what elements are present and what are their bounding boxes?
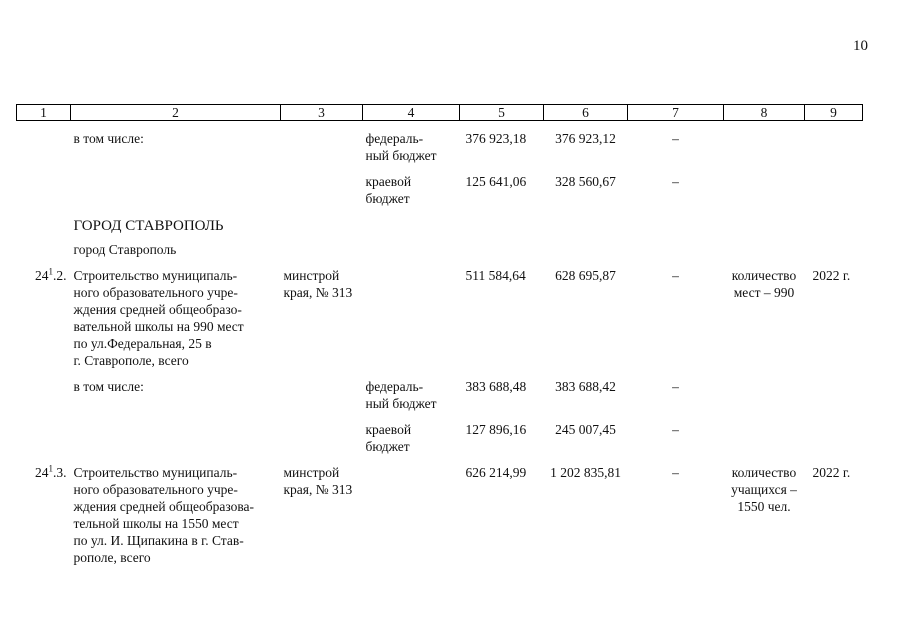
object-name <box>71 412 281 455</box>
value-col7: – <box>672 131 679 146</box>
value-col7: – <box>672 268 679 283</box>
object-name <box>71 164 281 207</box>
amount-col6: 376 923,12 <box>555 131 616 146</box>
amount-col6: 383 688,42 <box>555 379 616 394</box>
section-heading: ГОРОД СТАВРОПОЛЬ <box>73 218 224 234</box>
row-number-superscript: 1 <box>48 266 53 277</box>
capacity-indicator: количество мест – 990 <box>731 268 797 300</box>
capacity-indicator <box>724 369 805 412</box>
section-heading-row <box>17 207 863 235</box>
empty-cell <box>17 207 71 235</box>
col-header-4: 4 <box>363 105 460 121</box>
amount-col5: 125 641,06 <box>465 174 527 189</box>
col-header-8: 8 <box>724 105 805 121</box>
capacity-indicator: количество учащихся – 1550 чел. <box>731 465 797 514</box>
row-number <box>17 455 71 566</box>
amount-col5: 626 214,99 <box>465 465 527 480</box>
amount-col5: 376 923,18 <box>465 131 527 146</box>
funding-source <box>363 258 460 369</box>
completion-year: 2022 г. <box>812 268 851 283</box>
amount-col6: 245 007,45 <box>555 422 616 437</box>
value-col7: – <box>672 174 679 189</box>
completion-year <box>805 412 863 455</box>
amount-col6: 628 695,87 <box>555 268 616 283</box>
row-number-suffix: .2. <box>53 268 67 283</box>
row-number-main: 24 <box>35 268 49 283</box>
amount-col6: 328 560,67 <box>555 174 616 189</box>
col-header-9: 9 <box>805 105 863 121</box>
table-row <box>17 455 863 566</box>
table-body <box>17 121 863 567</box>
table-row <box>17 258 863 369</box>
row-number <box>17 121 71 165</box>
capacity-indicator <box>724 412 805 455</box>
funding-source: краевой бюджет <box>365 174 412 206</box>
responsible-executor <box>281 121 363 165</box>
funding-source: федераль- ный бюджет <box>365 379 437 411</box>
value-col7: – <box>672 422 679 437</box>
amount-col5: 511 584,64 <box>465 268 526 283</box>
col-header-1: 1 <box>17 105 71 121</box>
responsible-executor: минстрой края, № 313 <box>283 268 353 300</box>
funding-source <box>363 455 460 566</box>
capacity-indicator <box>724 164 805 207</box>
program-table <box>16 104 863 566</box>
table-row <box>17 369 863 412</box>
responsible-executor <box>281 369 363 412</box>
amount-col5: 383 688,48 <box>465 379 527 394</box>
row-number-suffix: .3. <box>53 465 67 480</box>
completion-year: 2022 г. <box>812 465 851 480</box>
col-header-5: 5 <box>460 105 544 121</box>
page-number: 10 <box>853 38 868 54</box>
object-name: Строительство муниципаль- ного образовательного учре- ждения средней общеобразова- тельной школы на 1550 мест по ул. И. Щипакина в г. Став- рополе, всего <box>73 465 255 565</box>
funding-source: федераль- ный бюджет <box>365 131 437 163</box>
value-col7: – <box>672 465 679 480</box>
section-subheading-row <box>17 235 863 258</box>
responsible-executor <box>281 164 363 207</box>
table-row <box>17 121 863 165</box>
table-row <box>17 164 863 207</box>
col-header-7: 7 <box>628 105 724 121</box>
row-number-superscript: 1 <box>48 463 53 474</box>
value-col7: – <box>672 379 679 394</box>
column-number-header <box>17 105 863 121</box>
responsible-executor: минстрой края, № 313 <box>283 465 353 497</box>
section-subheading: город Ставрополь <box>73 242 177 257</box>
amount-col6: 1 202 835,81 <box>550 465 621 480</box>
completion-year <box>805 121 863 165</box>
object-name: Строительство муниципаль- ного образовательного учре- ждения средней общеобразо- вательной школы на 990 мест по ул.Федеральная, 25 в г. Ставрополе, всего <box>73 268 244 368</box>
completion-year <box>805 164 863 207</box>
table-row <box>17 412 863 455</box>
row-number <box>17 164 71 207</box>
col-header-6: 6 <box>544 105 628 121</box>
row-number-main: 24 <box>35 465 49 480</box>
completion-year <box>805 369 863 412</box>
object-name: в том числе: <box>73 379 144 394</box>
col-header-2: 2 <box>71 105 281 121</box>
row-number <box>17 258 71 369</box>
object-name: в том числе: <box>73 131 144 146</box>
row-number <box>17 412 71 455</box>
amount-col5: 127 896,16 <box>465 422 527 437</box>
empty-cell <box>17 235 71 258</box>
row-number <box>17 369 71 412</box>
capacity-indicator <box>724 121 805 165</box>
responsible-executor <box>281 412 363 455</box>
funding-source: краевой бюджет <box>365 422 412 454</box>
col-header-3: 3 <box>281 105 363 121</box>
